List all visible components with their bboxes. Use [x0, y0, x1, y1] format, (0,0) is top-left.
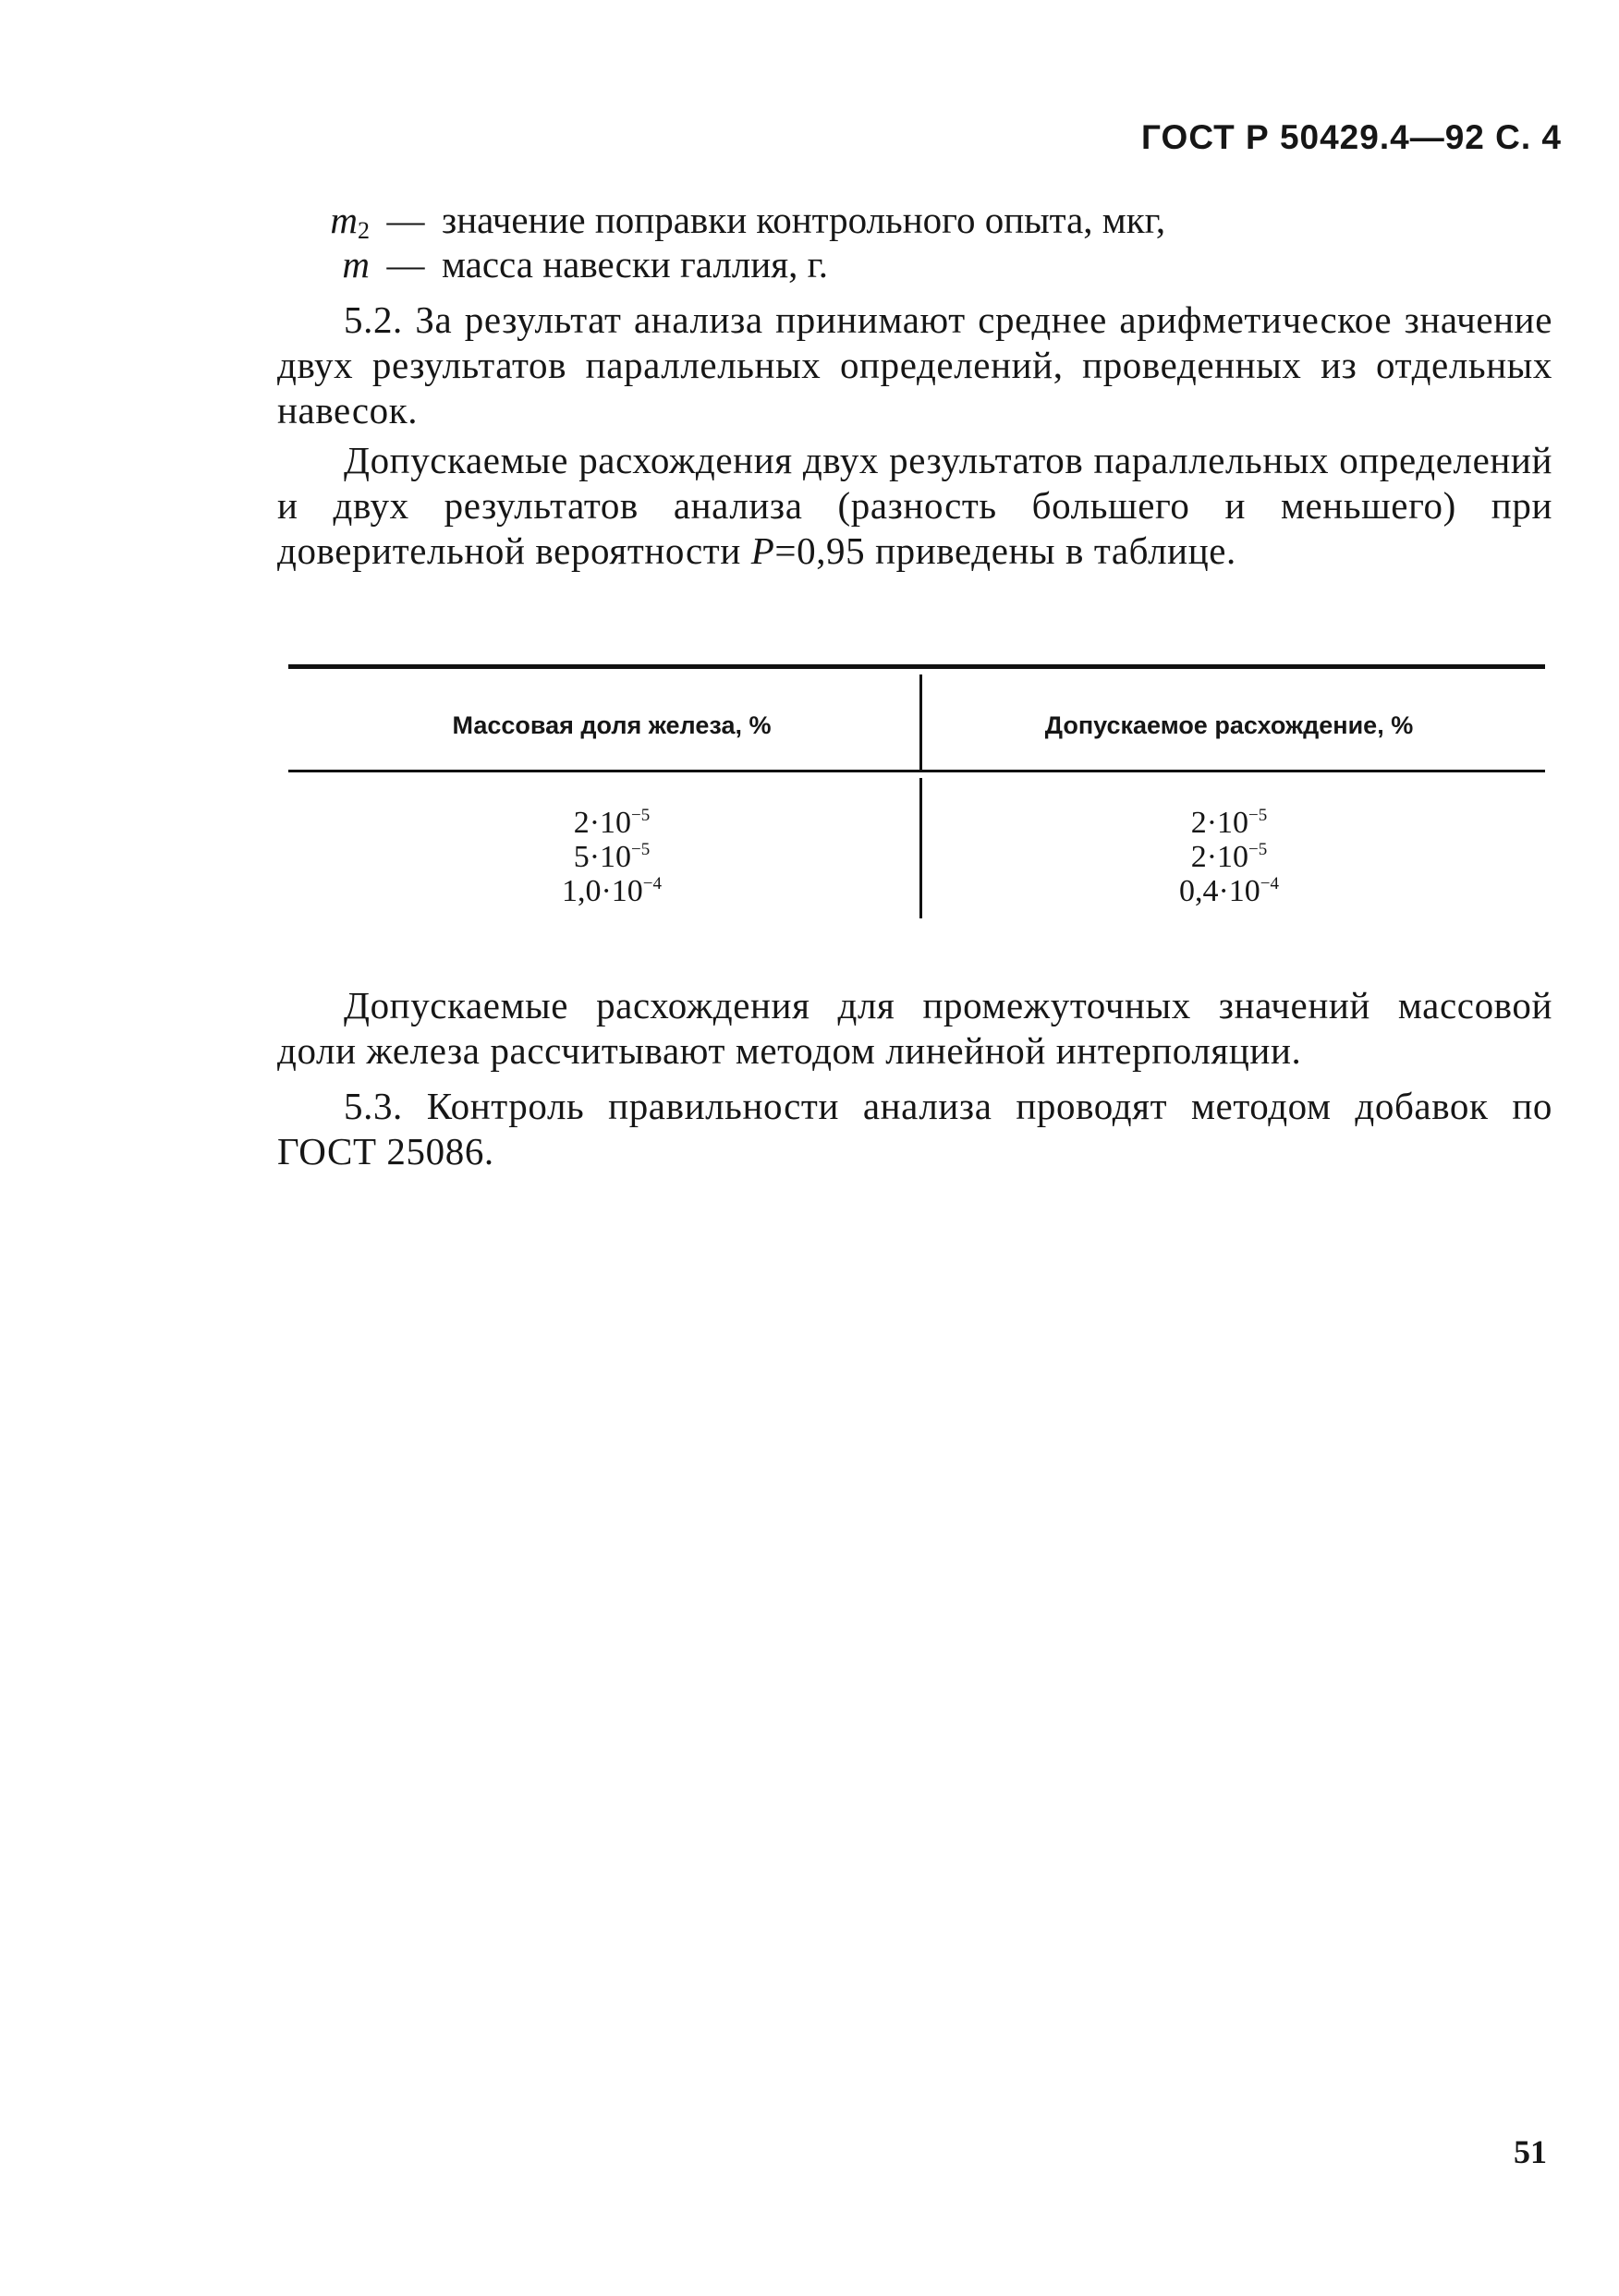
paragraph-5-2 [277, 298, 1552, 433]
symbol-m: m [330, 199, 358, 241]
table-header-mass-fraction: Массовая доля железа, % [452, 711, 772, 739]
page-number: 51 [1514, 2133, 1547, 2170]
paragraph-interpolation [277, 983, 1552, 1074]
table-column-mass-fraction [307, 806, 917, 908]
symbol-m: m [342, 243, 370, 285]
interpolation-text: Допускаемые расхождения для промежуточных значений массовой доли железа рассчитывают методом линейной интерполяции. [277, 984, 1552, 1072]
table-body-divider [919, 778, 922, 918]
table-cell: $2\cdot 10^{-5}$ [1190, 840, 1268, 874]
table-cell: $5\cdot 10^{-5}$ [573, 840, 651, 874]
paragraph-tolerances [277, 438, 1552, 574]
definition-text: значение поправки контрольного опыта, мкг, [442, 199, 1166, 241]
tolerances-text-end: =0,95 приведены в таблице. [774, 529, 1236, 572]
table-header-rule [288, 770, 1545, 772]
table-cell: $1,0\cdot 10^{-4}$ [561, 874, 663, 908]
paragraph-5-3 [277, 1084, 1552, 1174]
table-cell: $2\cdot 10^{-5}$ [1190, 806, 1268, 840]
paragraph-5-2-text: 5.2. За результат анализа принимают среднее арифметическое значение двух результатов параллельных определений, проведенных из отдельных навесок. [277, 298, 1552, 431]
definition-dash: — [386, 243, 425, 285]
definition-dash: — [386, 199, 425, 241]
table-header-tolerance: Допускаемое расхождение, % [1044, 711, 1414, 739]
table-top-rule [288, 664, 1545, 669]
table-cell: $0,4\cdot 10^{-4}$ [1178, 874, 1280, 908]
paragraph-5-3-text: 5.3. Контроль правильности анализа проводят методом добавок по ГОСТ 25086. [277, 1085, 1552, 1172]
table-cell: $2\cdot 10^{-5}$ [573, 806, 651, 840]
definition-text: масса навески галлия, г. [442, 243, 829, 285]
table-column-tolerance [924, 806, 1534, 908]
table-header-divider [919, 674, 922, 771]
definition-m [277, 242, 828, 286]
document-header: ГОСТ Р 50429.4—92 С. 4 [1141, 118, 1562, 156]
probability-symbol: P [750, 529, 775, 572]
tolerances-text: Допускаемые расхождения двух результатов параллельных определений и двух результатов анализа (разность большего и меньшего) при доверительной вероятности [277, 439, 1552, 572]
symbol-subscript: 2 [358, 217, 370, 244]
